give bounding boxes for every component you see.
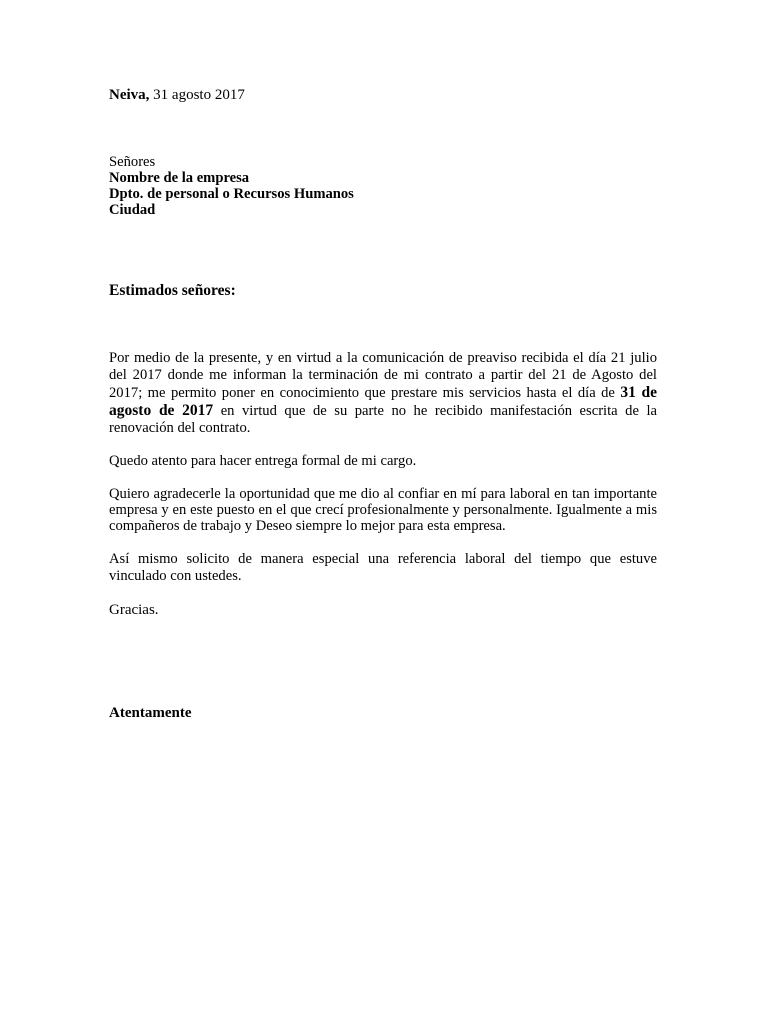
date-text: 31 agosto 2017 <box>149 87 245 103</box>
thanks-line: Gracias. <box>109 602 159 618</box>
recipient-block <box>109 154 354 218</box>
paragraph-1-bold-date: 31 de agosto de 2017 <box>109 384 658 419</box>
recipient-department: Dpto. de personal o Recursos Humanos <box>109 186 354 202</box>
paragraph-1-end: en virtud que de su parte no he recibido manifestación escrita de la renovación del contrato. <box>109 403 657 436</box>
recipient-salutation: Señores <box>109 154 156 170</box>
paragraph-3: Quiero agradecerle la oportunidad que me dio al confiar en mí para laboral en tan importante empresa y en este puesto en el que crecí profesionalmente y personalmente. Igualmente a mis compañeros de trabajo y Deseo siempre lo mejor para esta empresa. <box>109 486 657 534</box>
recipient-company: Nombre de la empresa <box>109 170 250 186</box>
paragraph-1-start: Por medio de la presente, y en virtud a la comunicación de preaviso recibida el día 21 julio del 2017 donde me informan la terminación de mi contrato a partir del 21 de Agosto del 2017; me permito poner en conocimiento que prestare mis servicios hasta el día de <box>109 350 657 401</box>
closing-line: Atentamente <box>109 705 192 721</box>
paragraph-4: Así mismo solicito de manera especial una referencia laboral del tiempo que estuve vinculado con ustedes. <box>109 551 657 584</box>
recipient-city: Ciudad <box>109 202 156 218</box>
greeting: Estimados señores: <box>109 282 236 299</box>
place-text: Neiva, <box>109 87 150 103</box>
paragraph-2: Quedo atento para hacer entrega formal de mi cargo. <box>109 453 417 469</box>
date-line <box>109 87 245 104</box>
paragraph-1 <box>109 350 657 437</box>
